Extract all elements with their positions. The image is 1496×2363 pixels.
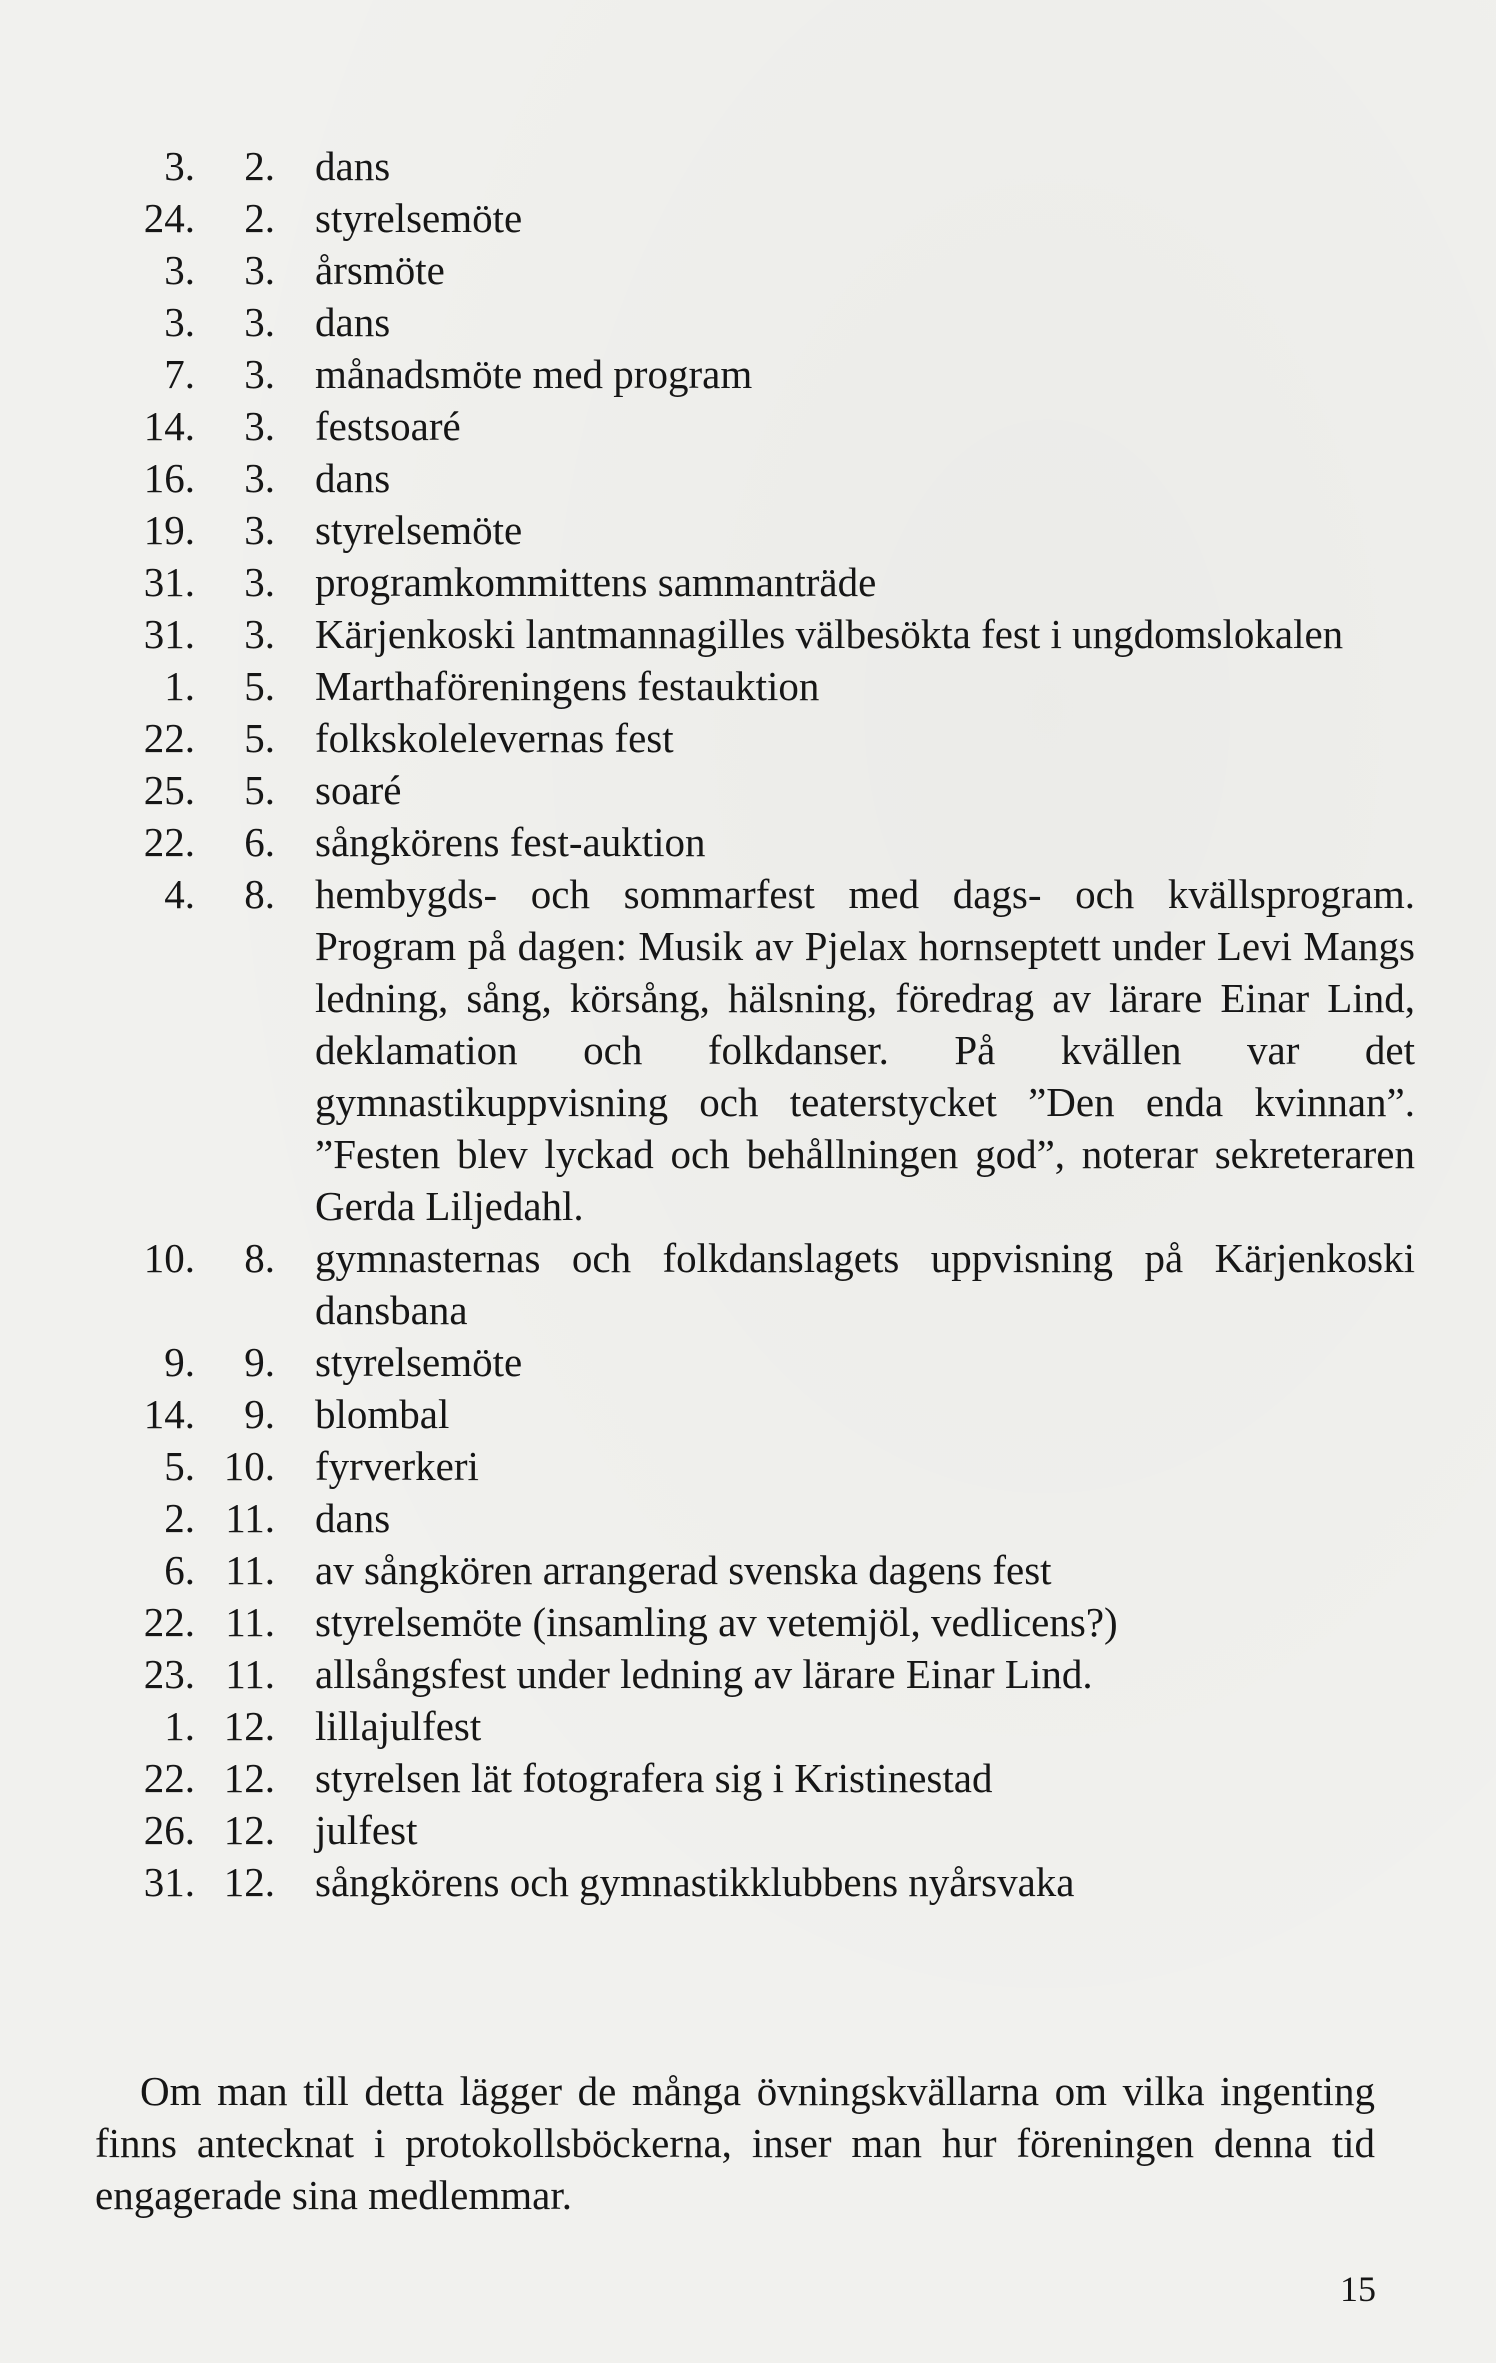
entry-month: 2. — [244, 195, 275, 241]
event-list — [0, 140, 1496, 1908]
entry-month: 3. — [244, 351, 275, 397]
entry-month: 12. — [223, 1859, 275, 1905]
event-entry — [0, 556, 1496, 608]
entry-day: 23. — [143, 1651, 195, 1697]
event-entry — [0, 1804, 1496, 1856]
event-entry — [0, 192, 1496, 244]
entry-day: 2. — [164, 1495, 195, 1541]
entry-month: 8. — [244, 871, 275, 917]
entry-text: styrelsen lät fotografera sig i Kristinestad — [315, 1755, 993, 1801]
event-entry — [0, 1700, 1496, 1752]
entry-day: 26. — [143, 1807, 195, 1853]
entry-day: 22. — [143, 1755, 195, 1801]
entry-text: sångkörens fest-auktion — [315, 819, 706, 865]
event-entry — [0, 1856, 1496, 1908]
entry-month: 12. — [223, 1807, 275, 1853]
event-entry — [0, 1752, 1496, 1804]
event-entry — [0, 1544, 1496, 1596]
entry-month: 3. — [244, 247, 275, 293]
event-entry — [0, 660, 1496, 712]
entry-day: 19. — [143, 507, 195, 553]
entry-month: 12. — [223, 1755, 275, 1801]
event-entry — [0, 140, 1496, 192]
entry-day: 31. — [143, 611, 195, 657]
entry-day: 1. — [164, 1703, 195, 1749]
event-entry — [0, 764, 1496, 816]
entry-month: 9. — [244, 1391, 275, 1437]
event-entry — [0, 1336, 1496, 1388]
entry-day: 14. — [143, 1391, 195, 1437]
entry-text: Marthaföreningens festauktion — [315, 663, 820, 709]
entry-text: styrelsemöte (insamling av vetemjöl, vedlicens?) — [315, 1599, 1118, 1645]
entry-month: 11. — [225, 1495, 275, 1541]
event-entry — [0, 504, 1496, 556]
entry-day: 31. — [143, 1859, 195, 1905]
entry-day: 3. — [164, 299, 195, 345]
entry-text: sångkörens och gymnastikklubbens nyårsvaka — [315, 1859, 1075, 1905]
entry-day: 3. — [164, 143, 195, 189]
entry-day: 9. — [164, 1339, 195, 1385]
entry-text: dans — [315, 299, 391, 345]
entry-month: 3. — [244, 299, 275, 345]
event-entry — [0, 712, 1496, 764]
entry-day: 5. — [164, 1443, 195, 1489]
entry-month: 3. — [244, 611, 275, 657]
entry-day: 4. — [164, 871, 195, 917]
entry-text: festsoaré — [315, 403, 461, 449]
entry-month: 11. — [225, 1651, 275, 1697]
event-entry — [0, 1596, 1496, 1648]
entry-day: 7. — [164, 351, 195, 397]
event-entry — [0, 244, 1496, 296]
entry-text: dans — [315, 143, 391, 189]
event-entry — [0, 1388, 1496, 1440]
entry-day: 31. — [143, 559, 195, 605]
entry-text: Kärjenkoski lantmannagilles välbesökta fest i ungdomslokalen — [315, 611, 1344, 657]
event-entry — [0, 1232, 1496, 1336]
entry-text: fyrverkeri — [315, 1443, 479, 1489]
entry-text: styrelsemöte — [315, 507, 523, 553]
event-entry — [0, 608, 1496, 660]
entry-text: dans — [315, 1495, 391, 1541]
event-entry — [0, 868, 1496, 1232]
entry-text: programkommittens sammanträde — [315, 559, 877, 605]
entry-month: 2. — [244, 143, 275, 189]
entry-text: lillajulfest — [315, 1703, 482, 1749]
entry-text: styrelsemöte — [315, 195, 523, 241]
entry-text: dans — [315, 455, 391, 501]
entry-day: 10. — [143, 1235, 195, 1281]
entry-month: 11. — [225, 1599, 275, 1645]
closing-paragraph: Om man till detta lägger de många övningskvällarna om vilka ingenting finns antecknat i protokollsböckerna, inser man hur föreningen denna tid engagerade sina medlemmar. — [95, 2068, 1375, 2218]
entry-text: blombal — [315, 1391, 450, 1437]
entry-day: 22. — [143, 819, 195, 865]
entry-day: 14. — [143, 403, 195, 449]
entry-text: månadsmöte med program — [315, 351, 753, 397]
event-entry — [0, 400, 1496, 452]
event-entry — [0, 1492, 1496, 1544]
entry-day: 1. — [164, 663, 195, 709]
entry-text: av sångkören arrangerad svenska dagens fest — [315, 1547, 1052, 1593]
entry-month: 12. — [223, 1703, 275, 1749]
entry-month: 3. — [244, 559, 275, 605]
entry-text: styrelsemöte — [315, 1339, 523, 1385]
entry-text: gymnasternas och folkdanslagets uppvisning på Kärjenkoski dansbana — [315, 1235, 1415, 1333]
entry-month: 8. — [244, 1235, 275, 1281]
entry-text: soaré — [315, 767, 402, 813]
entry-text: julfest — [315, 1807, 418, 1853]
entry-day: 6. — [164, 1547, 195, 1593]
entry-month: 6. — [244, 819, 275, 865]
entry-month: 3. — [244, 507, 275, 553]
entry-month: 11. — [225, 1547, 275, 1593]
entry-day: 25. — [143, 767, 195, 813]
entry-day: 3. — [164, 247, 195, 293]
entry-month: 9. — [244, 1339, 275, 1385]
event-entry — [0, 296, 1496, 348]
entry-text: årsmöte — [315, 247, 445, 293]
entry-month: 5. — [244, 715, 275, 761]
page-number: 15 — [1340, 2269, 1376, 2309]
entry-text: hembygds- och sommarfest med dags- och kvällsprogram. Program på dagen: Musik av Pjelax hornseptett under Levi Mangs ledning, sång, körsång, hälsning, föredrag av lärare Einar Lind, deklamation och folkdanser. På kvällen var det gymnastikuppvisning och teaterstycket ”Den enda kvinnan”. ”Festen blev lyckad och behållningen god”, noterar sekreteraren Gerda Liljedahl. — [315, 871, 1415, 1229]
entry-day: 16. — [143, 455, 195, 501]
entry-month: 10. — [223, 1443, 275, 1489]
entry-text: folkskolelevernas fest — [315, 715, 674, 761]
entry-month: 5. — [244, 663, 275, 709]
entry-day: 22. — [143, 715, 195, 761]
entry-day: 22. — [143, 1599, 195, 1645]
event-entry — [0, 816, 1496, 868]
entry-month: 3. — [244, 403, 275, 449]
event-entry — [0, 348, 1496, 400]
entry-month: 3. — [244, 455, 275, 501]
entry-month: 5. — [244, 767, 275, 813]
event-entry — [0, 1648, 1496, 1700]
entry-text: allsångsfest under ledning av lärare Einar Lind. — [315, 1651, 1093, 1697]
event-entry — [0, 452, 1496, 504]
entry-day: 24. — [143, 195, 195, 241]
event-entry — [0, 1440, 1496, 1492]
